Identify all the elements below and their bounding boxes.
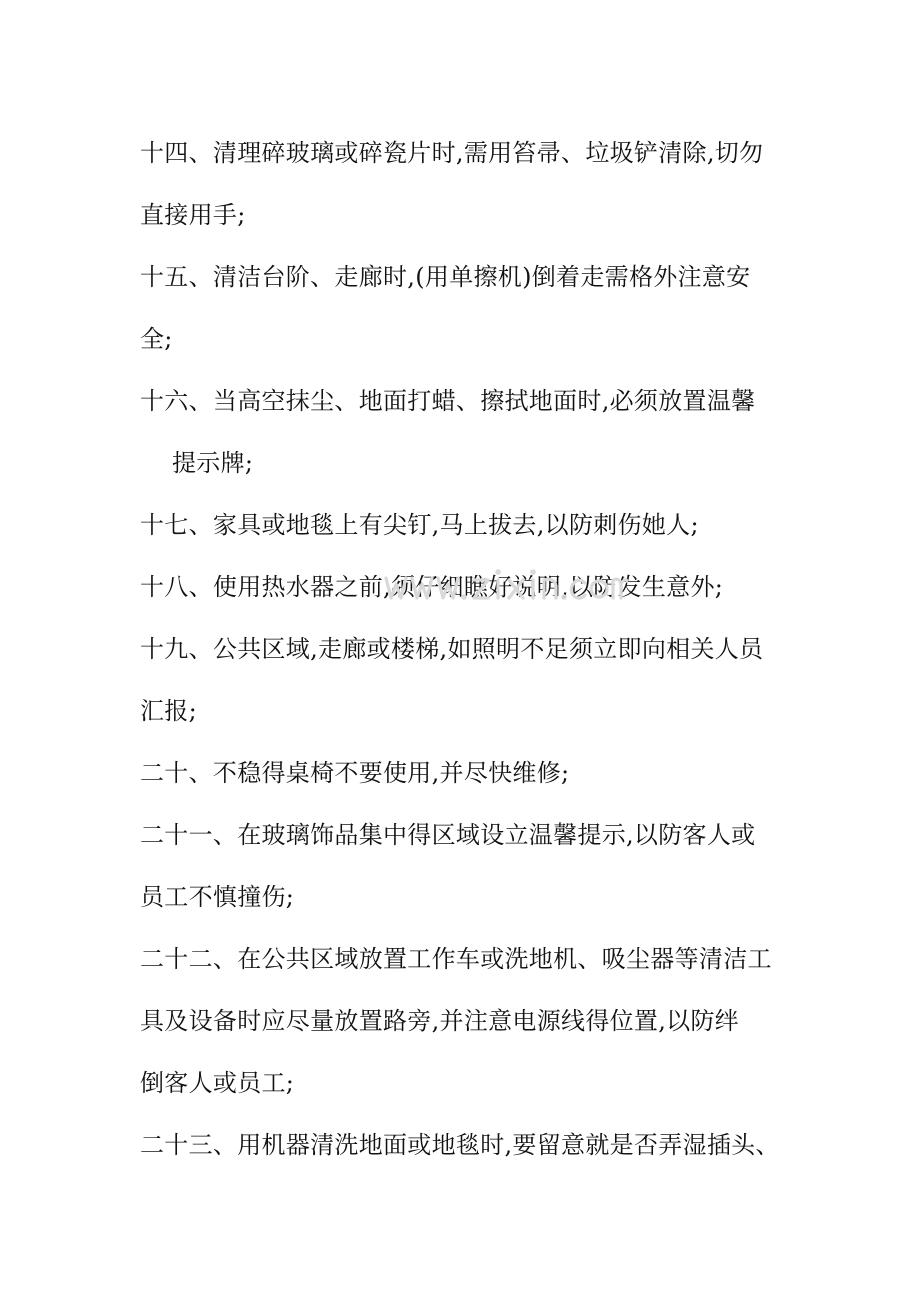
rule-22-line-2: 具及设备时应尽量放置路旁,并注意电源线得位置,以防绊 — [140, 1007, 740, 1035]
rule-14-line-2: 直接用手; — [140, 201, 246, 229]
rule-21-line-1: 二十一、在玻璃饰品集中得区域设立温馨提示,以防客人或 — [140, 821, 756, 849]
rule-19-line-1: 十九、公共区域,走廊或楼梯,如照明不足须立即向相关人员 — [140, 635, 764, 663]
rule-22-line-3: 倒客人或员工; — [140, 1069, 295, 1097]
rule-17-line: 十七、家具或地毯上有尖钉,马上拔去,以防刺伤她人; — [140, 511, 699, 539]
rule-15-line-2: 全; — [140, 325, 173, 353]
rule-14-line-1: 十四、清理碎玻璃或碎瓷片时,需用笞帚、垃圾铲清除,切勿 — [140, 139, 764, 167]
rule-16-line-1: 十六、当高空抹尘、地面打蜡、擦拭地面时,必须放置温馨 — [140, 387, 756, 415]
rule-18-line: 十八、使用热水器之前,须仔细瞧好说明,以防发生意外; — [140, 573, 724, 601]
rule-16-line-2: 提示牌; — [172, 449, 254, 477]
rule-21-line-2: 员工不慎撞伤; — [140, 883, 295, 911]
rule-19-line-2: 汇报; — [140, 697, 197, 725]
rule-15-line-1: 十五、清洁台阶、走廊时,(用单擦机)倒着走需格外注意安 — [140, 263, 751, 291]
rule-22-line-1: 二十二、在公共区域放置工作车或洗地机、吸尘器等清洁工 — [140, 945, 772, 973]
rule-23-line-1: 二十三、用机器清洗地面或地毯时,要留意就是否弄湿插头、 — [140, 1131, 780, 1159]
rule-20-line: 二十、不稳得桌椅不要使用,并尽快维修; — [140, 759, 570, 787]
